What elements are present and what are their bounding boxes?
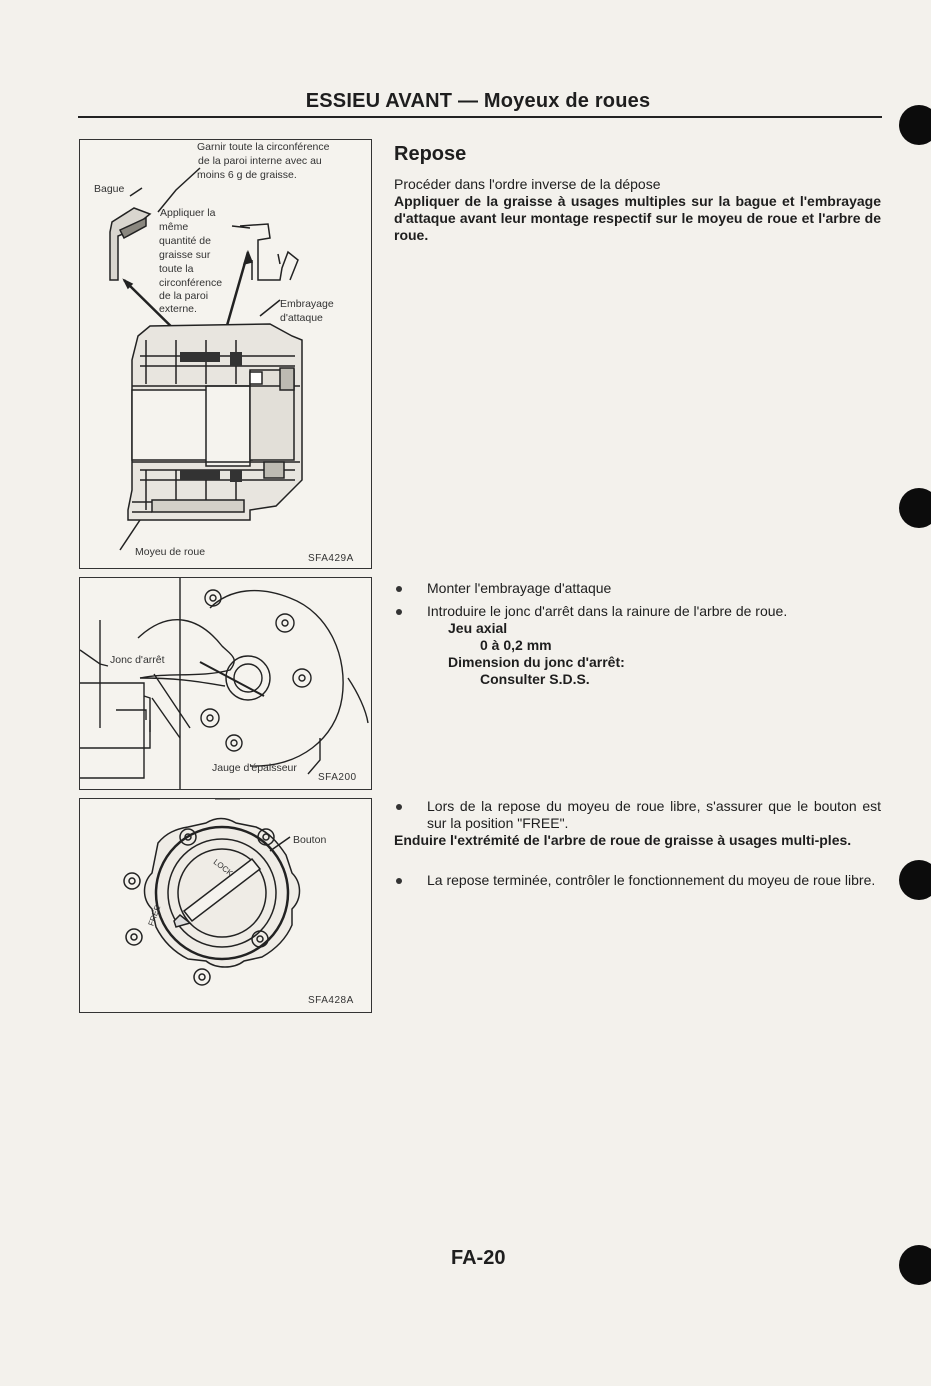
- label-appliquer-line-2: même: [159, 221, 189, 233]
- bullet-dot: [396, 586, 402, 592]
- bullet-item: [394, 872, 881, 889]
- figure-code: SFA429A: [308, 553, 354, 564]
- figure-snap-ring: [79, 577, 372, 790]
- label-free: FREE: [146, 904, 163, 928]
- figure-wheel-hub-section: [79, 139, 372, 569]
- label-jauge-d-epaisseur: Jauge d'épaisseur: [212, 762, 297, 774]
- page-number: FA-20: [451, 1247, 506, 1269]
- bullet-text: Monter l'embrayage d'attaque: [427, 580, 612, 596]
- label-garnir-line-3: moins 6 g de graisse.: [197, 169, 297, 181]
- label-embrayage-line-1: Embrayage: [280, 298, 334, 310]
- label-moyeu-de-roue: Moyeu de roue: [135, 546, 206, 558]
- bullet-text: Introduire le jonc d'arrêt dans la rainure de l'arbre de roue.: [427, 603, 788, 619]
- label-embrayage-line-2: d'attaque: [280, 312, 323, 324]
- label-appliquer-line-3: quantité de: [159, 235, 211, 247]
- axial-play-value: 0 à 0,2 mm: [480, 637, 552, 653]
- bullet-dot: [396, 804, 402, 810]
- bullet-text: La repose terminée, contrôler le fonctionnement du moyeu de roue libre.: [427, 872, 876, 888]
- binder-hole-4: [899, 1245, 931, 1285]
- intro-text: Procéder dans l'ordre inverse de la dépose: [394, 176, 661, 192]
- binder-hole-3: [899, 860, 931, 900]
- bullet-dot: [396, 878, 402, 884]
- label-garnir-line-1: Garnir toute la circonférence: [197, 141, 330, 153]
- page-header-title: ESSIEU AVANT — Moyeux de roues: [305, 90, 651, 112]
- grease-shaft-note: Enduire l'extrémité de l'arbre de roue de graisse à usages multi-ples.: [394, 832, 852, 848]
- snap-ring-dimension-label: Dimension du jonc d'arrêt:: [448, 654, 625, 670]
- label-garnir-line-2: de la paroi interne avec au: [198, 155, 322, 167]
- figure-code: SFA428A: [308, 995, 354, 1006]
- bullet-item: [394, 798, 881, 832]
- figure-code: SFA200: [318, 772, 357, 783]
- free-hub-knob-drawing: [80, 799, 371, 1012]
- header-rule: [78, 116, 882, 118]
- label-appliquer-line-6: circonférence: [159, 277, 223, 289]
- label-bouton: Bouton: [293, 834, 327, 846]
- axial-play-label: Jeu axial: [448, 620, 508, 636]
- label-bague: Bague: [94, 183, 125, 195]
- figure-free-hub-knob: [79, 798, 372, 1013]
- label-appliquer-line-5: toute la: [159, 263, 194, 275]
- section-title: Repose: [394, 143, 467, 165]
- label-appliquer-line-1: Appliquer la: [160, 207, 216, 219]
- label-appliquer-line-8: externe.: [159, 303, 197, 315]
- binder-hole-2: [899, 488, 931, 528]
- label-appliquer-line-7: de la paroi: [159, 290, 209, 302]
- grease-note: Appliquer de la graisse à usages multiples sur la bague et l'embrayage d'attaque avant leur montage respectif sur le moyeu de roue et l'arbre de roue.: [394, 193, 881, 243]
- hub-cross-section-drawing: [80, 140, 371, 568]
- bullet-text: Lors de la repose du moyeu de roue libre, s'assurer que le bouton est sur la position "FREE".: [427, 798, 881, 831]
- label-jonc-d-arret: Jonc d'arrêt: [110, 654, 165, 666]
- snap-ring-drawing: [80, 578, 371, 789]
- snap-ring-dimension-value: Consulter S.D.S.: [480, 671, 590, 687]
- label-appliquer-line-4: graisse sur: [159, 249, 211, 261]
- bullet-dot: [396, 609, 402, 615]
- bullet-item: [394, 580, 881, 597]
- label-lock: LOCK: [211, 857, 235, 878]
- bullet-item: [394, 603, 881, 620]
